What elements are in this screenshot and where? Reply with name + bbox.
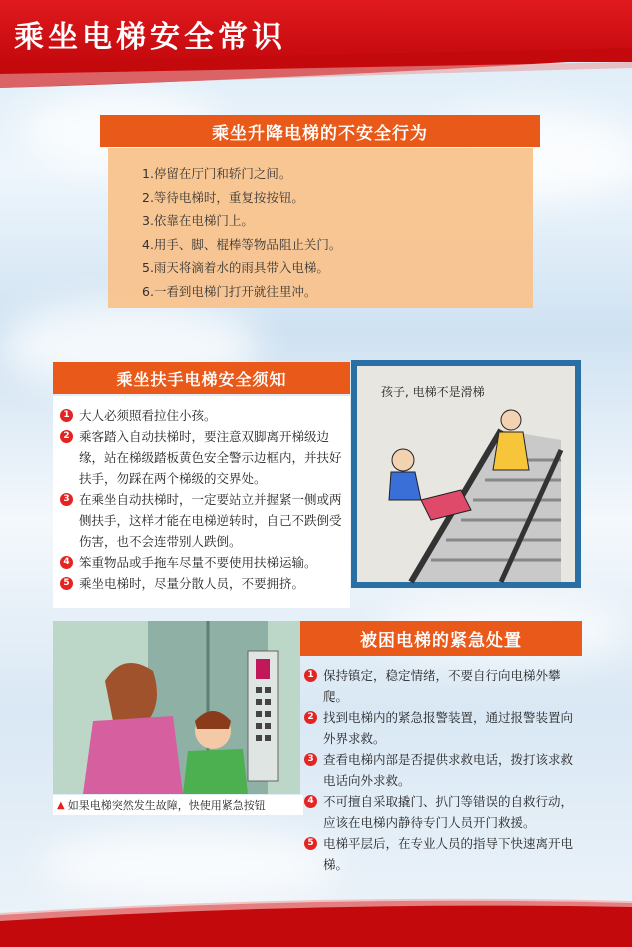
list-item-text: 保持镇定，稳定情绪，不要自行向电梯外攀爬。	[323, 668, 561, 704]
number-badge: 3	[304, 753, 317, 766]
illustration-caption: 孩子, 电梯不是滑梯	[381, 385, 485, 399]
number-badge: 1	[304, 669, 317, 682]
number-badge: 5	[60, 577, 73, 590]
number-badge: 1	[60, 409, 73, 422]
number-badge: 5	[304, 837, 317, 850]
list-item: 3.依靠在电梯门上。	[142, 213, 254, 228]
section3-heading: 被困电梯的紧急处置	[300, 621, 582, 656]
elevator-caption	[53, 795, 303, 815]
list-item-text: 不可擅自采取撬门、扒门等错误的自救行动，应该在电梯内静待专门人员开门救援。	[323, 794, 574, 830]
list-item-text: 笨重物品或手拖车尽量不要使用扶梯运输。	[79, 555, 317, 570]
list-item: 4.用手、脚、棍棒等物品阻止关门。	[142, 236, 342, 252]
list-item: 2.等待电梯时，重复按按钮。	[142, 189, 304, 205]
list-item: 5.雨天将滴着水的雨具带入电梯。	[142, 260, 329, 275]
page-title: 乘坐电梯安全常识	[14, 20, 286, 55]
escalator-drawing	[351, 360, 581, 588]
section1-list	[142, 162, 522, 303]
list-item	[60, 552, 350, 573]
section1-heading: 乘坐升降电梯的不安全行为	[100, 115, 540, 147]
elevator-drawing	[53, 621, 300, 794]
bottom-banner	[0, 895, 632, 947]
list-item: 1.停留在厅门和轿门之间。	[142, 166, 292, 181]
list-item	[304, 749, 584, 791]
list-item-text: 查看电梯内部是否提供求救电话，拨打该求救电话向外求救。	[323, 752, 574, 788]
list-item	[60, 573, 350, 594]
list-item-text: 乘坐电梯时，尽量分散人员，不要拥挤。	[79, 576, 305, 591]
triangle-icon: ▲	[57, 799, 65, 811]
list-item	[304, 665, 584, 707]
number-badge: 3	[60, 493, 73, 506]
cloud-decoration	[40, 830, 340, 900]
list-item	[304, 791, 584, 833]
list-item	[60, 489, 350, 552]
elevator-illustration	[53, 621, 300, 794]
section3-list	[304, 665, 584, 875]
number-badge: 2	[60, 430, 73, 443]
list-item-text: 大人必须照看拉住小孩。	[79, 408, 217, 423]
number-badge: 4	[304, 795, 317, 808]
list-item	[304, 707, 584, 749]
section2-heading: 乘坐扶手电梯安全须知	[53, 362, 350, 394]
number-badge: 2	[304, 711, 317, 724]
list-item-text: 在乘坐自动扶梯时，一定要站立并握紧一侧或两侧扶手，这样才能在电梯逆转时，自己不跌倒受伤害，也不会连带别人跌倒。	[79, 492, 342, 549]
list-item	[60, 426, 350, 489]
list-item-text: 电梯平层后，在专业人员的指导下快速离开电梯。	[323, 836, 574, 872]
caption-text: 如果电梯突然发生故障，快使用紧急按钮	[67, 799, 266, 812]
escalator-illustration	[351, 360, 581, 588]
list-item-text: 找到电梯内的紧急报警装置，通过报警装置向外界求救。	[323, 710, 574, 746]
list-item: 6.一看到电梯门打开就往里冲。	[142, 283, 317, 299]
number-badge: 4	[60, 556, 73, 569]
section2-list	[60, 405, 350, 594]
list-item	[60, 405, 350, 426]
list-item-text: 乘客踏入自动扶梯时，要注意双脚离开梯级边缘，站在梯级踏板黄色安全警示边框内，并扶好扶手，勿踩在两个梯级的交界处。	[79, 429, 342, 486]
list-item	[304, 833, 584, 875]
